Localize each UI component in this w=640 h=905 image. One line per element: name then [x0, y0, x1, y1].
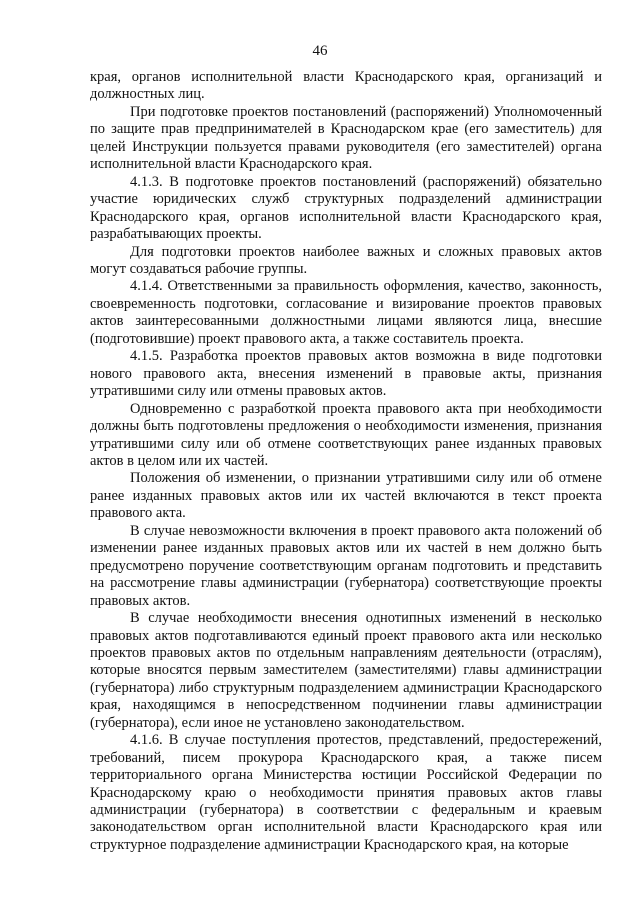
- paragraph: 4.1.6. В случае поступления протестов, представлений, предостережений, требований, писем прокурора Краснодарского края, а также писем территориального органа Министерства юстиции Российской Федерации по Краснодарскому краю о необходимости принятия правовых актов главы администрации (губернатора) в соответствии с федеральным и краевым законодательством орган исполнительной власти Краснодарского края или структурное подразделение администрации Краснодарского края, на которые: [90, 732, 602, 853]
- paragraph: Положения об изменении, о признании утратившими силу или об отмене ранее изданных правовых актов или их частей включаются в текст проекта правового акта.: [90, 470, 602, 522]
- paragraph: 4.1.5. Разработка проектов правовых актов возможна в виде подготовки нового правового акта, внесения изменений в правовые акты, признания утратившими силу или отмены правовых актов.: [90, 348, 602, 400]
- paragraph: Для подготовки проектов наиболее важных и сложных правовых актов могут создаваться рабочие группы.: [90, 243, 602, 277]
- paragraph: В случае невозможности включения в проект правового акта положений об изменении ранее изданных правовых актов или их частей в нем должно быть предусмотрено поручение соответствующим органам подготовить и представить на рассмотрение главы администрации (губернатора) соответствующие проекты правовых актов.: [90, 522, 602, 609]
- paragraph: Одновременно с разработкой проекта правового акта при необходимости должны быть подготовлены предложения о необходимости изменения, признания утратившими силу или об отмене соответствующих ранее изданных правовых актов в целом или их частей.: [90, 400, 602, 469]
- paragraph: При подготовке проектов постановлений (распоряжений) Уполномоченный по защите прав предпринимателей в Краснодарском крае (его заместитель) для целей Инструкции пользуется правами руководителя (его заместителей) органа исполнительной власти Краснодарского края.: [90, 103, 602, 173]
- page-number: 46: [312, 43, 328, 59]
- document-body: [90, 69, 602, 854]
- paragraph: 4.1.3. В подготовке проектов постановлений (распоряжений) обязательно участие юридических служб структурных подразделений администрации Краснодарского края, органов исполнительной власти Краснодарского края, разрабатывающих проекты.: [90, 173, 602, 243]
- paragraph: В случае необходимости внесения однотипных изменений в несколько правовых актов подготавливаются единый проект правового акта или несколько проектов правовых актов по отдельным направлениям деятельности (отраслям), которые вносятся первым заместителем (заместителями) главы администрации (губернатора) либо структурным подразделением администрации Краснодарского края, находящимся в непосредственном подчинении главы администрации (губернатора), если иное не установлено законодательством.: [90, 610, 602, 731]
- paragraph-continuation: края, органов исполнительной власти Краснодарского края, организаций и должностных лиц.: [90, 69, 602, 103]
- paragraph: 4.1.4. Ответственными за правильность оформления, качество, законность, своевременность подготовки, согласование и визирование проектов правовых актов заинтересованными должностными лицами являются лица, внесшие (подготовившие) проект правового акта, а также составитель проекта.: [90, 278, 602, 347]
